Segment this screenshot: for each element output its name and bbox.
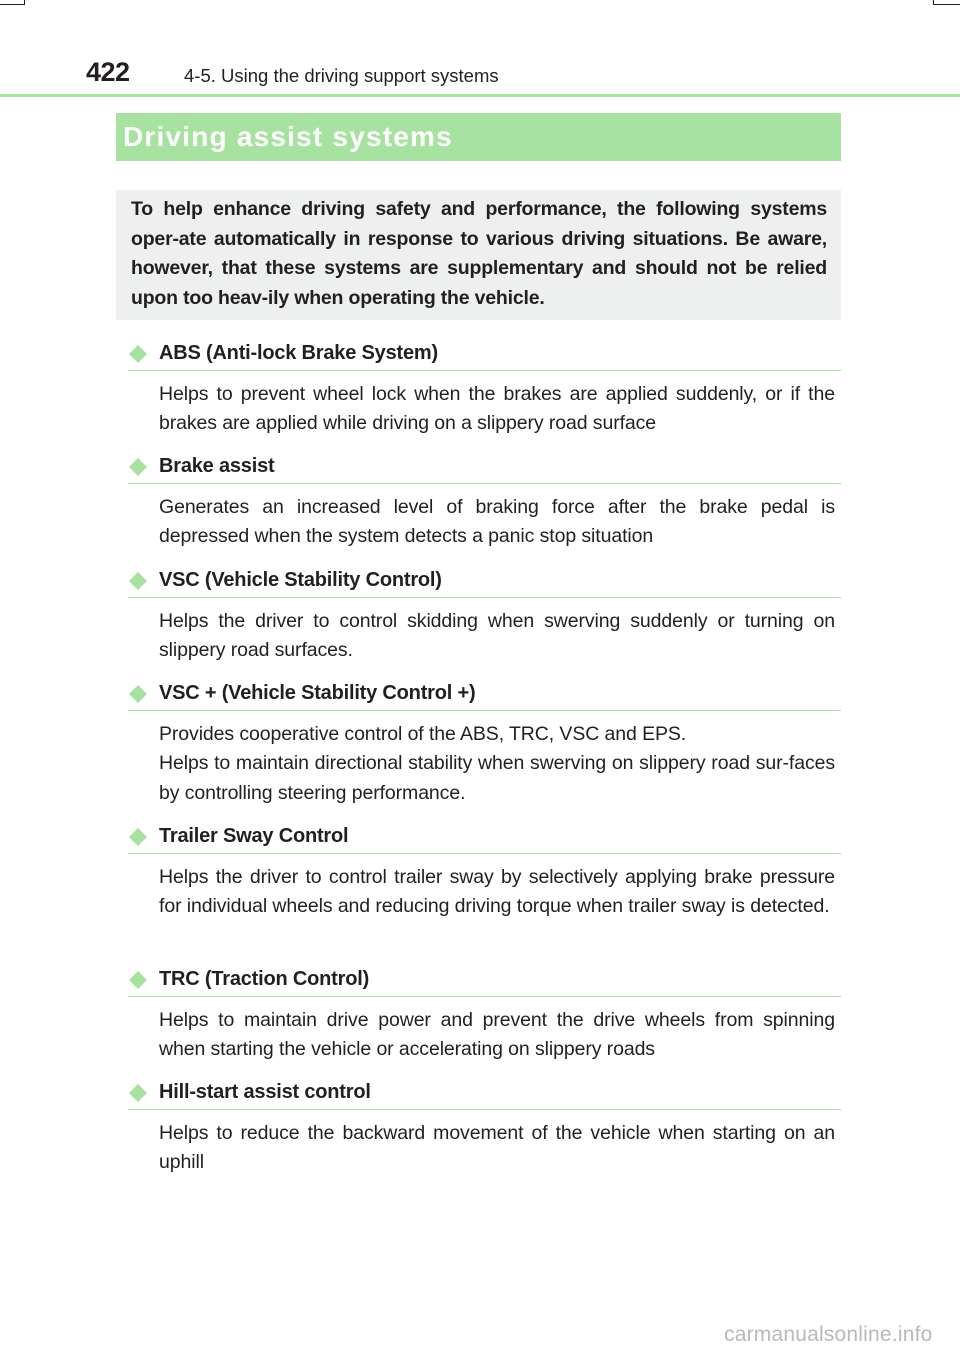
diamond-icon — [128, 684, 148, 704]
item-description-paragraph: Helps to maintain directional stability when swerving on slippery road sur-faces by controlling steering performance. — [159, 752, 835, 804]
item-description-paragraph: Helps to maintain drive power and prevent the drive wheels from spinning when starting the vehicle or accelerating on slippery roads — [159, 1009, 835, 1061]
item-title: TRC (Traction Control) — [159, 968, 370, 990]
section-title-bar — [116, 113, 841, 161]
item-description — [159, 1006, 835, 1065]
item-description — [159, 607, 835, 666]
diamond-icon — [128, 827, 148, 847]
header-rule — [0, 94, 960, 97]
diamond-icon — [128, 571, 148, 591]
item-description-paragraph: Provides cooperative control of the ABS, TRC, VSC and EPS. — [159, 723, 687, 745]
item-description — [159, 1119, 835, 1178]
item-title: Trailer Sway Control — [159, 825, 349, 847]
item-description — [159, 380, 835, 439]
item-title: Brake assist — [159, 455, 275, 477]
diamond-icon — [128, 344, 148, 364]
item-title: VSC (Vehicle Stability Control) — [159, 569, 442, 591]
item-description — [159, 720, 835, 808]
item-description — [159, 493, 835, 552]
diamond-icon — [128, 457, 148, 477]
page-number: 422 — [86, 57, 130, 87]
item-description — [159, 863, 835, 922]
item-heading — [128, 449, 841, 484]
item-description-paragraph: Helps to prevent wheel lock when the brakes are applied suddenly, or if the brakes are applied while driving on a slippery road surface — [159, 383, 835, 435]
item-description-paragraph: Helps the driver to control skidding when swerving suddenly or turning on slippery road surfaces. — [159, 610, 835, 662]
section-title: Driving assist systems — [123, 121, 453, 152]
item-heading — [128, 819, 841, 854]
item-heading — [128, 1075, 841, 1110]
item-title: ABS (Anti-lock Brake System) — [159, 342, 438, 364]
item-description-paragraph: Helps the driver to control trailer sway by selectively applying brake pressure for individual wheels and reducing driving torque when trailer sway is detected. — [159, 866, 835, 918]
item-heading — [128, 676, 841, 711]
diamond-icon — [128, 970, 148, 990]
intro-text: To help enhance driving safety and performance, the following systems oper-ate automatically in response to various driving situations. Be aware, however, that these systems are supplementary and should not be relied upon too heav-ily when operating the vehicle. — [131, 198, 827, 309]
diamond-icon — [128, 1083, 148, 1103]
item-heading — [128, 962, 841, 997]
intro-box — [116, 190, 841, 320]
section-reference: 4-5. Using the driving support systems — [184, 65, 499, 86]
page-header — [0, 0, 960, 100]
item-title: VSC + (Vehicle Stability Control +) — [159, 682, 476, 704]
item-heading — [128, 336, 841, 371]
item-description-paragraph: Generates an increased level of braking force after the brake pedal is depressed when the system detects a panic stop situation — [159, 496, 835, 548]
watermark: carmanualsonline.info — [724, 1323, 933, 1346]
item-title: Hill-start assist control — [159, 1081, 371, 1103]
item-heading — [128, 563, 841, 598]
item-description-paragraph: Helps to reduce the backward movement of the vehicle when starting on an uphill — [159, 1122, 835, 1174]
